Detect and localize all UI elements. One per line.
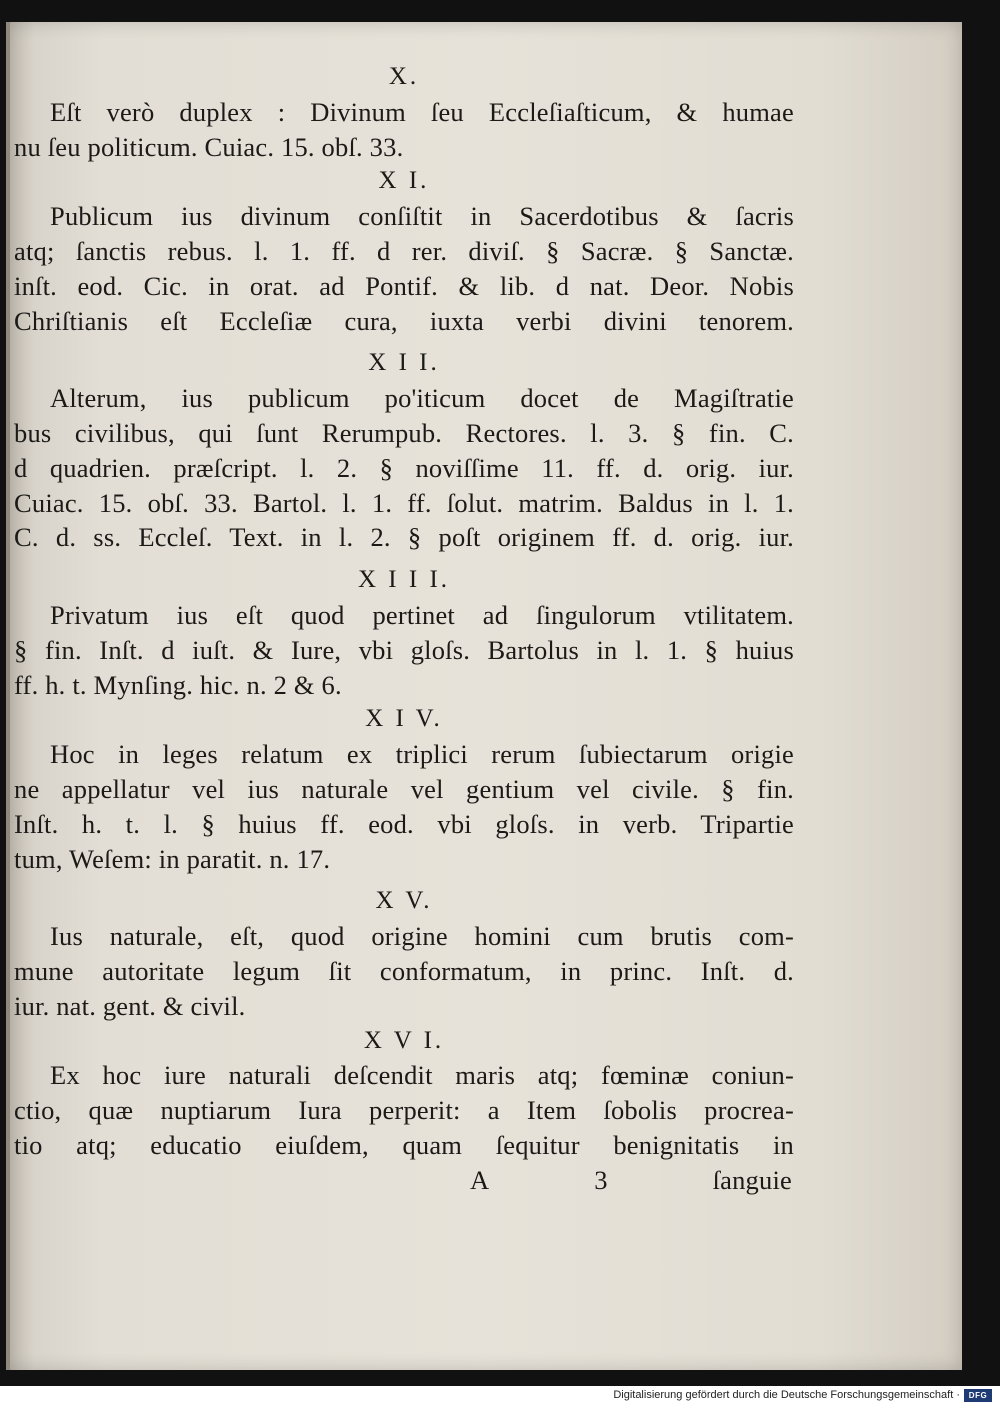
- section-numeral: X I I.: [368, 349, 440, 377]
- catchword: ſanguie: [712, 1164, 792, 1195]
- dfg-logo-icon: DFG: [964, 1389, 992, 1402]
- text-line: Hoc in leges relatum ex triplici rerum ſubiectarum origie: [50, 739, 794, 770]
- text-line: Ius naturale, eſt, quod origine homini cum brutis com-: [50, 921, 794, 952]
- text-line: atq; ſanctis rebus. l. 1. ff. d rer. diviſ. § Sacræ. § Sanctæ.: [14, 235, 794, 266]
- signature-line: [14, 1163, 794, 1198]
- text-line: tum, Weſem: in paratit. n. 17.: [14, 843, 331, 874]
- digitization-footer: [0, 1386, 1000, 1407]
- section-body: [14, 737, 794, 876]
- text-line: d quadrien. præſcript. l. 2. § noviſſime 11. ff. d. orig. iur.: [14, 452, 794, 483]
- section-xii: [14, 346, 794, 555]
- section-numeral: X I.: [378, 167, 430, 195]
- section-body: [14, 381, 794, 555]
- section-xi: [14, 164, 794, 338]
- page-text: [14, 60, 794, 1198]
- section-numeral: X I V.: [365, 705, 443, 733]
- signature-mark: A: [470, 1164, 490, 1195]
- section-numeral: X I I I.: [357, 566, 451, 594]
- text-line: ne appellatur vel ius naturale vel gentium vel civile. § fin.: [14, 773, 794, 804]
- text-line: ff. h. t. Mynſing. hic. n. 2 & 6.: [14, 669, 342, 700]
- section-numeral: X.: [388, 63, 420, 90]
- section-body: [14, 1058, 794, 1162]
- signature-number: 3: [594, 1164, 608, 1195]
- text-line: mune autoritate legum ſit conformatum, in princ. Inſt. d.: [14, 955, 794, 986]
- page-binding-edge: [6, 22, 10, 1370]
- section-numeral: X V I.: [363, 1026, 445, 1054]
- text-line: inſt. eod. Cic. in orat. ad Pontif. & lib. d nat. Deor. Nobis: [14, 270, 794, 301]
- section-body: [14, 598, 794, 702]
- section-x: [14, 60, 794, 164]
- text-line: Chriſtianis eſt Eccleſiæ cura, iuxta verbi divini tenorem.: [14, 305, 794, 336]
- text-line: nu ſeu politicum. Cuiac. 15. obſ. 33.: [14, 131, 404, 162]
- text-line: ctio, quæ nuptiarum Iura perperit: a Item ſobolis procrea-: [14, 1095, 794, 1126]
- section-xvi: [14, 1024, 794, 1163]
- section-body: [14, 199, 794, 338]
- section-body: [14, 919, 794, 1023]
- text-line: C. d. ss. Eccleſ. Text. in l. 2. § poſt originem ff. d. orig. iur.: [14, 522, 794, 553]
- funding-credit: Digitalisierung gefördert durch die Deutsche Forschungsgemeinschaft ·: [613, 1389, 960, 1401]
- section-body: [14, 95, 794, 165]
- text-line: Cuiac. 15. obſ. 33. Bartol. l. 1. ff. ſolut. matrim. Baldus in l. 1.: [14, 487, 794, 518]
- text-line: Privatum ius eſt quod pertinet ad ſingulorum vtilitatem.: [50, 599, 794, 630]
- section-numeral: X V.: [375, 887, 433, 915]
- section-xv: [14, 884, 794, 1023]
- text-line: Inſt. h. t. l. § huius ff. eod. vbi gloſs. in verb. Tripartie: [14, 808, 794, 839]
- text-line: bus civilibus, qui ſunt Rerumpub. Rectores. l. 3. § fin. C.: [14, 417, 794, 448]
- text-line: Ex hoc iure naturali deſcendit maris atq; fœminæ coniun-: [50, 1060, 794, 1091]
- text-line: tio atq; educatio eiuſdem, quam ſequitur benignitatis in: [14, 1129, 794, 1160]
- section-xiii: [14, 563, 794, 702]
- text-line: Eſt verò duplex : Divinum ſeu Eccleſiaſticum, & humae: [50, 96, 794, 127]
- book-page: [6, 22, 962, 1370]
- text-line: Publicum ius divinum conſiſtit in Sacerdotibus & ſacris: [50, 201, 794, 232]
- text-line: iur. nat. gent. & civil.: [14, 990, 246, 1021]
- section-xiv: [14, 702, 794, 876]
- text-line: § fin. Inſt. d iuſt. & Iure, vbi gloſs. Bartolus in l. 1. § huius: [14, 634, 794, 665]
- text-line: Alterum, ius publicum po'iticum docet de Magiſtratie: [50, 383, 794, 414]
